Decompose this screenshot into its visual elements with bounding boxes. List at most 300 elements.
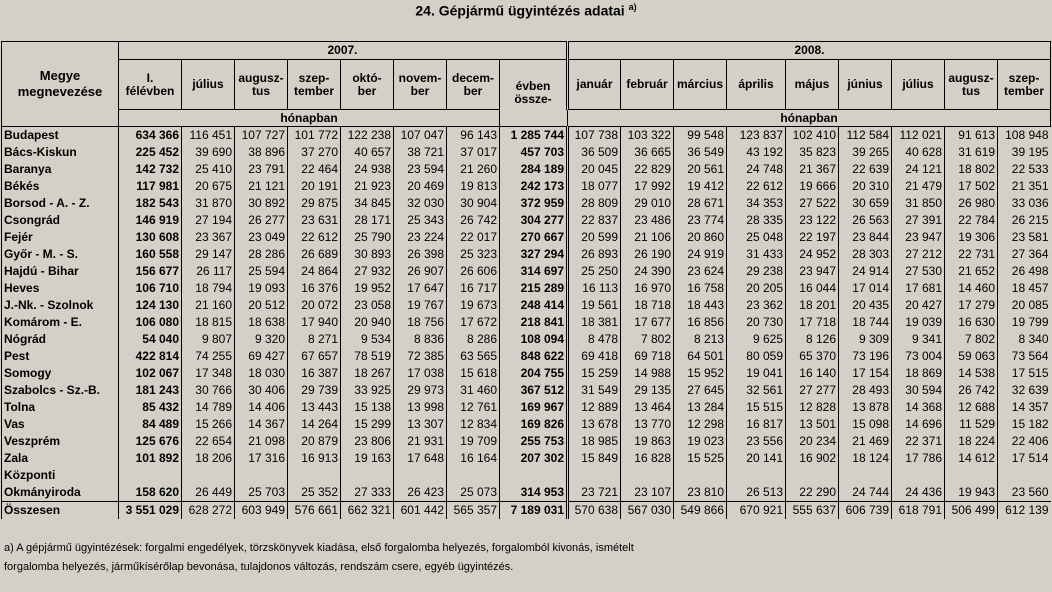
table-cell: 29 739: [288, 382, 341, 399]
table-cell: 19 023: [674, 433, 727, 450]
table-cell: 14 789: [182, 399, 235, 416]
table-cell: 20 561: [674, 161, 727, 178]
table-cell: 20 860: [674, 229, 727, 246]
row-label: Veszprém: [2, 433, 119, 450]
table-cell: 33 036: [998, 195, 1051, 212]
row-label: Heves: [2, 280, 119, 297]
table-cell: 102 067: [119, 365, 182, 382]
table-cell: 22 731: [945, 246, 998, 263]
table-cell: 304 277: [500, 212, 568, 229]
row-label: Zala: [2, 450, 119, 467]
table-cell: [892, 467, 945, 484]
table-cell: 64 501: [674, 348, 727, 365]
table-cell: 13 464: [621, 399, 674, 416]
table-cell: 19 041: [727, 365, 786, 382]
table-cell: 29 135: [621, 382, 674, 399]
table-cell: 125 676: [119, 433, 182, 450]
table-cell: 101 892: [119, 450, 182, 467]
table-cell: 17 316: [235, 450, 288, 467]
table-cell: 23 810: [674, 484, 727, 502]
table-cell: 24 864: [288, 263, 341, 280]
table-cell: 13 998: [394, 399, 447, 416]
table-row: [2, 484, 1051, 502]
table-cell: 549 866: [674, 502, 727, 520]
table-row: [2, 314, 1051, 331]
table-cell: 26 907: [394, 263, 447, 280]
table-row: [2, 416, 1051, 433]
table-cell: [998, 467, 1051, 484]
table-cell: 101 772: [288, 127, 341, 145]
table-cell: 20 205: [727, 280, 786, 297]
table-cell: 16 970: [621, 280, 674, 297]
table-cell: 23 362: [727, 297, 786, 314]
table-cell: 618 791: [892, 502, 945, 520]
table-cell: 23 594: [394, 161, 447, 178]
row-label: Győr - M. - S.: [2, 246, 119, 263]
table-cell: 22 533: [998, 161, 1051, 178]
table-cell: 29 973: [394, 382, 447, 399]
table-row: [2, 263, 1051, 280]
table-cell: 14 264: [288, 416, 341, 433]
table-cell: 17 786: [892, 450, 945, 467]
table-cell: 29 147: [182, 246, 235, 263]
table-cell: 29 010: [621, 195, 674, 212]
table-cell: 15 515: [727, 399, 786, 416]
table-cell: 8 126: [786, 331, 839, 348]
table-cell: 107 738: [568, 127, 621, 145]
table-cell: 73 196: [839, 348, 892, 365]
table-cell: 36 665: [621, 144, 674, 161]
table-cell: 9 625: [727, 331, 786, 348]
table-cell: 16 164: [447, 450, 500, 467]
table-cell: 21 098: [235, 433, 288, 450]
table-cell: 25 048: [727, 229, 786, 246]
table-cell: 23 049: [235, 229, 288, 246]
table-cell: 9 534: [341, 331, 394, 348]
table-cell: 21 652: [945, 263, 998, 280]
table-cell: 7 802: [945, 331, 998, 348]
table-cell: 23 560: [998, 484, 1051, 502]
table-cell: 34 353: [727, 195, 786, 212]
table-cell: 23 806: [341, 433, 394, 450]
table-cell: 78 519: [341, 348, 394, 365]
table-cell: 12 761: [447, 399, 500, 416]
table-cell: 19 093: [235, 280, 288, 297]
table-cell: 255 753: [500, 433, 568, 450]
table-cell: 24 938: [341, 161, 394, 178]
table-cell: 25 594: [235, 263, 288, 280]
table-cell: 23 624: [674, 263, 727, 280]
table-cell: 603 949: [235, 502, 288, 520]
col-header-2008-8: szep- tember: [998, 60, 1051, 110]
table-cell: 23 947: [892, 229, 945, 246]
table-cell: 27 212: [892, 246, 945, 263]
table-cell: 14 368: [892, 399, 945, 416]
table-cell: 130 608: [119, 229, 182, 246]
table-cell: 20 675: [182, 178, 235, 195]
row-label: Somogy: [2, 365, 119, 382]
megye-header-line1: Megye: [39, 68, 81, 83]
table-cell: 9 341: [892, 331, 945, 348]
table-cell: 29 238: [727, 263, 786, 280]
table-cell: 13 443: [288, 399, 341, 416]
table-cell: 18 985: [568, 433, 621, 450]
table-cell: 17 502: [945, 178, 998, 195]
table-cell: 27 333: [341, 484, 394, 502]
table-cell: 26 423: [394, 484, 447, 502]
col-header-evben: évben össze-: [500, 60, 568, 127]
table-row: [2, 229, 1051, 246]
table-cell: 16 044: [786, 280, 839, 297]
table-cell: 23 947: [786, 263, 839, 280]
table-cell: 20 435: [839, 297, 892, 314]
table-cell: 314 697: [500, 263, 568, 280]
table-cell: 22 464: [288, 161, 341, 178]
table-cell: 215 289: [500, 280, 568, 297]
table-cell: 73 564: [998, 348, 1051, 365]
table-cell: 662 321: [341, 502, 394, 520]
table-cell: 15 618: [447, 365, 500, 382]
table-cell: 20 191: [288, 178, 341, 195]
table-cell: 1 285 744: [500, 127, 568, 145]
table-cell: 13 678: [568, 416, 621, 433]
table-row: [2, 212, 1051, 229]
table-row: [2, 348, 1051, 365]
table-cell: 13 284: [674, 399, 727, 416]
col-header-2007-5: novem- ber: [394, 60, 447, 110]
table-cell: 26 215: [998, 212, 1051, 229]
table-cell: 17 672: [447, 314, 500, 331]
table-cell: 18 124: [839, 450, 892, 467]
row-label: Központi: [2, 467, 119, 484]
table-cell: 22 406: [998, 433, 1051, 450]
table-cell: 18 869: [892, 365, 945, 382]
table-cell: 16 828: [621, 450, 674, 467]
table-cell: 18 815: [182, 314, 235, 331]
table-cell: 327 294: [500, 246, 568, 263]
table-cell: [839, 467, 892, 484]
table-cell: 14 406: [235, 399, 288, 416]
table-row: [2, 365, 1051, 382]
year-2008-header: 2008.: [568, 42, 1051, 60]
table-cell: 19 952: [341, 280, 394, 297]
table-cell: 80 059: [727, 348, 786, 365]
table-cell: 39 195: [998, 144, 1051, 161]
table-cell: 21 479: [892, 178, 945, 195]
honapban-2007: hónapban: [119, 110, 500, 127]
table-cell: 18 201: [786, 297, 839, 314]
table-cell: 16 387: [288, 365, 341, 382]
col-header-2007-4: októ- ber: [341, 60, 394, 110]
table-cell: 634 366: [119, 127, 182, 145]
table-cell: 372 959: [500, 195, 568, 212]
year-2007-header: 2007.: [119, 42, 568, 60]
footnote-line2: forgalomba helyezés, járműkísérőlap bevonása, tulajdonos változás, rendszám csere, egyéb ügyintézés.: [4, 561, 514, 573]
table-cell: 27 364: [998, 246, 1051, 263]
table-cell: 7 802: [621, 331, 674, 348]
table-cell: 39 265: [839, 144, 892, 161]
table-cell: 20 072: [288, 297, 341, 314]
megye-header-line2: megnevezése: [17, 84, 103, 99]
table-cell: 314 953: [500, 484, 568, 502]
table-cell: 24 952: [786, 246, 839, 263]
table-cell: 28 303: [839, 246, 892, 263]
table-cell: 20 599: [568, 229, 621, 246]
row-label: Szabolcs - Sz.-B.: [2, 382, 119, 399]
table-cell: 156 677: [119, 263, 182, 280]
table-cell: [621, 467, 674, 484]
table-title-text: 24. Gépjármű ügyintézés adatai: [415, 2, 625, 19]
table-row: [2, 178, 1051, 195]
col-header-2007-0: I. félévben: [119, 60, 182, 110]
col-header-2008-1: február: [621, 60, 674, 110]
table-cell: 16 856: [674, 314, 727, 331]
table-cell: 21 260: [447, 161, 500, 178]
table-cell: 158 620: [119, 484, 182, 502]
row-label: Bács-Kiskun: [2, 144, 119, 161]
row-label: Csongrád: [2, 212, 119, 229]
table-row: [2, 467, 1051, 484]
table-cell: 26 117: [182, 263, 235, 280]
table-cell: 12 834: [447, 416, 500, 433]
table-cell: 117 981: [119, 178, 182, 195]
table-cell: 169 967: [500, 399, 568, 416]
table-cell: 169 826: [500, 416, 568, 433]
table-cell: 91 613: [945, 127, 998, 145]
table-cell: 17 014: [839, 280, 892, 297]
col-header-2007-2: augusz- tus: [235, 60, 288, 110]
table-cell: 112 021: [892, 127, 945, 145]
table-cell: 40 657: [341, 144, 394, 161]
table-cell: 24 919: [674, 246, 727, 263]
table-cell: 670 921: [727, 502, 786, 520]
table-cell: 23 791: [235, 161, 288, 178]
table-cell: 22 612: [288, 229, 341, 246]
table-cell: 26 980: [945, 195, 998, 212]
table-cell: 17 514: [998, 450, 1051, 467]
table-cell: 18 744: [839, 314, 892, 331]
table-cell: 59 063: [945, 348, 998, 365]
table-cell: 22 837: [568, 212, 621, 229]
table-cell: 16 376: [288, 280, 341, 297]
table-cell: 43 192: [727, 144, 786, 161]
table-row: [2, 144, 1051, 161]
table-cell: 25 250: [568, 263, 621, 280]
table-cell: 20 085: [998, 297, 1051, 314]
table-row: [2, 127, 1051, 145]
table-cell: 17 681: [892, 280, 945, 297]
table-cell: 15 138: [341, 399, 394, 416]
title-footnote-mark: a): [628, 2, 637, 12]
table-cell: 31 433: [727, 246, 786, 263]
table-cell: 8 286: [447, 331, 500, 348]
table-cell: 17 154: [839, 365, 892, 382]
table-cell: 555 637: [786, 502, 839, 520]
table-cell: 22 290: [786, 484, 839, 502]
table-cell: 67 657: [288, 348, 341, 365]
table-cell: 17 648: [394, 450, 447, 467]
table-cell: 23 486: [621, 212, 674, 229]
table-cell: 25 073: [447, 484, 500, 502]
table-cell: 19 799: [998, 314, 1051, 331]
table-cell: 40 628: [892, 144, 945, 161]
table-cell: 15 299: [341, 416, 394, 433]
table-cell: 36 549: [674, 144, 727, 161]
table-cell: 20 940: [341, 314, 394, 331]
table-cell: 21 121: [235, 178, 288, 195]
table-cell: 21 160: [182, 297, 235, 314]
table-cell: 31 460: [447, 382, 500, 399]
table-cell: 28 171: [341, 212, 394, 229]
table-cell: 628 272: [182, 502, 235, 520]
table-cell: 565 357: [447, 502, 500, 520]
table-cell: 35 823: [786, 144, 839, 161]
table-cell: 22 197: [786, 229, 839, 246]
table-cell: 69 718: [621, 348, 674, 365]
table-cell: 23 631: [288, 212, 341, 229]
table-cell: 146 919: [119, 212, 182, 229]
table-cell: 18 443: [674, 297, 727, 314]
table-cell: 19 863: [621, 433, 674, 450]
table-row: [2, 246, 1051, 263]
table-cell: 102 410: [786, 127, 839, 145]
table-cell: 28 671: [674, 195, 727, 212]
table-cell: 248 414: [500, 297, 568, 314]
table-cell: 19 943: [945, 484, 998, 502]
table-cell: 23 581: [998, 229, 1051, 246]
table-cell: 84 489: [119, 416, 182, 433]
table-cell: 32 639: [998, 382, 1051, 399]
table-cell: 31 619: [945, 144, 998, 161]
table-cell: 17 992: [621, 178, 674, 195]
table-cell: [727, 467, 786, 484]
table-row: [2, 280, 1051, 297]
table-cell: 106 710: [119, 280, 182, 297]
table-cell: [500, 467, 568, 484]
table-cell: 204 755: [500, 365, 568, 382]
table-cell: 20 234: [786, 433, 839, 450]
table-cell: 17 515: [998, 365, 1051, 382]
table-cell: 25 352: [288, 484, 341, 502]
table-cell: 32 561: [727, 382, 786, 399]
table-cell: 33 925: [341, 382, 394, 399]
table-cell: 14 988: [621, 365, 674, 382]
table-cell: 13 878: [839, 399, 892, 416]
table-cell: 27 522: [786, 195, 839, 212]
table-cell: 27 530: [892, 263, 945, 280]
table-cell: 15 259: [568, 365, 621, 382]
table-cell: 13 770: [621, 416, 674, 433]
table-cell: 22 829: [621, 161, 674, 178]
table-cell: 26 398: [394, 246, 447, 263]
table-cell: 17 677: [621, 314, 674, 331]
table-cell: 19 666: [786, 178, 839, 195]
col-header-2008-0: január: [568, 60, 621, 110]
table-cell: 181 243: [119, 382, 182, 399]
table-cell: 18 638: [235, 314, 288, 331]
table-cell: 225 452: [119, 144, 182, 161]
table-cell: 39 690: [182, 144, 235, 161]
table-cell: 25 790: [341, 229, 394, 246]
table-cell: 22 784: [945, 212, 998, 229]
table-cell: 24 436: [892, 484, 945, 502]
table-cell: 54 040: [119, 331, 182, 348]
table-cell: 25 703: [235, 484, 288, 502]
table-cell: 22 654: [182, 433, 235, 450]
row-label: Tolna: [2, 399, 119, 416]
table-cell: [288, 467, 341, 484]
table-cell: 606 739: [839, 502, 892, 520]
table-cell: 28 493: [839, 382, 892, 399]
table-cell: 26 277: [235, 212, 288, 229]
table-cell: 122 238: [341, 127, 394, 145]
table-cell: 108 948: [998, 127, 1051, 145]
table-cell: 17 279: [945, 297, 998, 314]
table-cell: 8 836: [394, 331, 447, 348]
table-row: [2, 297, 1051, 314]
table-cell: [341, 467, 394, 484]
table-cell: [394, 467, 447, 484]
table-cell: [568, 467, 621, 484]
table-cell: 21 923: [341, 178, 394, 195]
table-cell: 19 163: [341, 450, 394, 467]
table-cell: [786, 467, 839, 484]
table-cell: 3 551 029: [119, 502, 182, 520]
table-cell: 106 080: [119, 314, 182, 331]
table-cell: 112 584: [839, 127, 892, 145]
table-cell: 17 940: [288, 314, 341, 331]
table-row: [2, 382, 1051, 399]
table-row: [2, 331, 1051, 348]
table-cell: 14 612: [945, 450, 998, 467]
honapban-2008: hónapban: [568, 110, 1051, 127]
table-cell: 19 561: [568, 297, 621, 314]
table-cell: 18 077: [568, 178, 621, 195]
table-cell: 142 732: [119, 161, 182, 178]
table-cell: 284 189: [500, 161, 568, 178]
megye-header: [2, 42, 119, 127]
table-cell: 26 190: [621, 246, 674, 263]
table-cell: 207 302: [500, 450, 568, 467]
table-cell: 19 306: [945, 229, 998, 246]
table-cell: 18 267: [341, 365, 394, 382]
table-cell: 27 277: [786, 382, 839, 399]
table-cell: 9 807: [182, 331, 235, 348]
row-label: Okmányiroda: [2, 484, 119, 502]
table-cell: 22 612: [727, 178, 786, 195]
table-cell: 25 410: [182, 161, 235, 178]
table-cell: 570 638: [568, 502, 621, 520]
table-cell: 34 845: [341, 195, 394, 212]
table-cell: 27 645: [674, 382, 727, 399]
table-cell: 218 841: [500, 314, 568, 331]
table-cell: 20 879: [288, 433, 341, 450]
table-cell: 26 742: [945, 382, 998, 399]
table-cell: 16 817: [727, 416, 786, 433]
table-cell: 107 727: [235, 127, 288, 145]
row-label: J.-Nk. - Szolnok: [2, 297, 119, 314]
table-cell: 23 224: [394, 229, 447, 246]
data-table: [1, 41, 1051, 519]
table-cell: 22 371: [892, 433, 945, 450]
table-cell: 85 432: [119, 399, 182, 416]
row-label: Pest: [2, 348, 119, 365]
table-cell: 24 390: [621, 263, 674, 280]
table-cell: 576 661: [288, 502, 341, 520]
table-cell: 27 194: [182, 212, 235, 229]
table-cell: 19 767: [394, 297, 447, 314]
table-cell: 20 730: [727, 314, 786, 331]
